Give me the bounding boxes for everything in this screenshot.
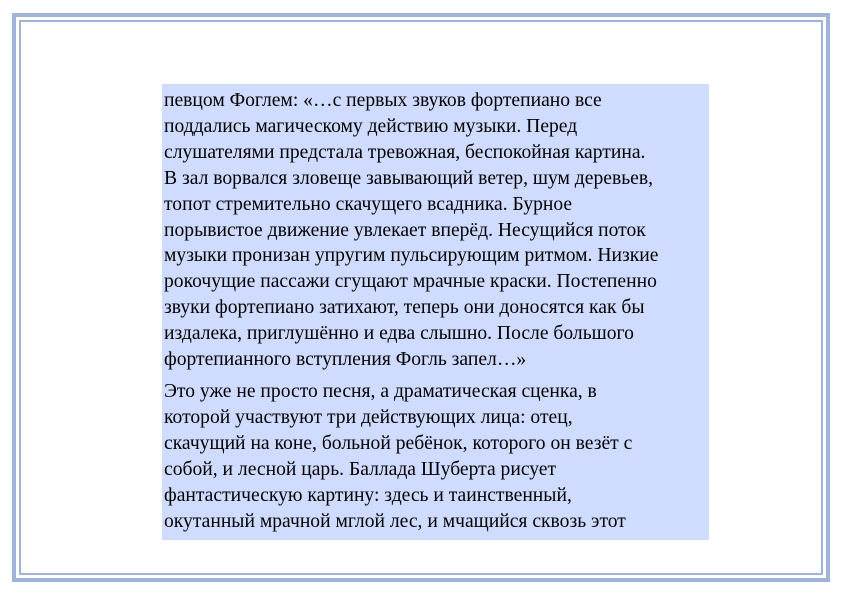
text-line: скачущий на коне, больной ребёнок, которого он везёт с <box>164 432 633 454</box>
text-line: музыки пронизан упругим пульсирующим ритмом. Низкие <box>164 245 659 267</box>
text-box <box>162 84 709 540</box>
text-line: слушателями предстала тревожная, беспокойная картина. <box>164 141 646 163</box>
text-line: окутанный мрачной мглой лес, и мчащийся сквозь этот <box>164 510 626 532</box>
text-line: фортепианного вступления Фогль запел…» <box>164 349 527 371</box>
text-line: порывистое движение увлекает вперёд. Несущийся поток <box>164 219 646 241</box>
text-line: певцом Фоглем: «…с первых звуков фортепиано все <box>164 90 602 111</box>
text-line: рокочущие пассажи сгущают мрачные краски. Постепенно <box>164 271 657 293</box>
text-line: которой участвуют три действующих лица: отец, <box>164 406 573 428</box>
text-line: собой, и лесной царь. Баллада Шуберта рисует <box>164 458 557 480</box>
text-line: издалека, приглушённо и едва слышно. После большого <box>164 323 634 345</box>
text-line: фантастическую картину: здесь и таинственный, <box>164 484 572 506</box>
text-line: звуки фортепиано затихают, теперь они доносятся как бы <box>164 297 645 319</box>
paragraph-1 <box>164 88 707 373</box>
text-line: В зал ворвался зловеще завывающий ветер, шум деревьев, <box>164 167 653 189</box>
text-line: топот стремительно скачущего всадника. Бурное <box>164 193 573 215</box>
text-line: поддались магическому действию музыки. Перед <box>164 115 578 137</box>
paragraph-2 <box>164 379 707 534</box>
text-line: Это уже не просто песня, а драматическая сценка, в <box>164 380 597 402</box>
